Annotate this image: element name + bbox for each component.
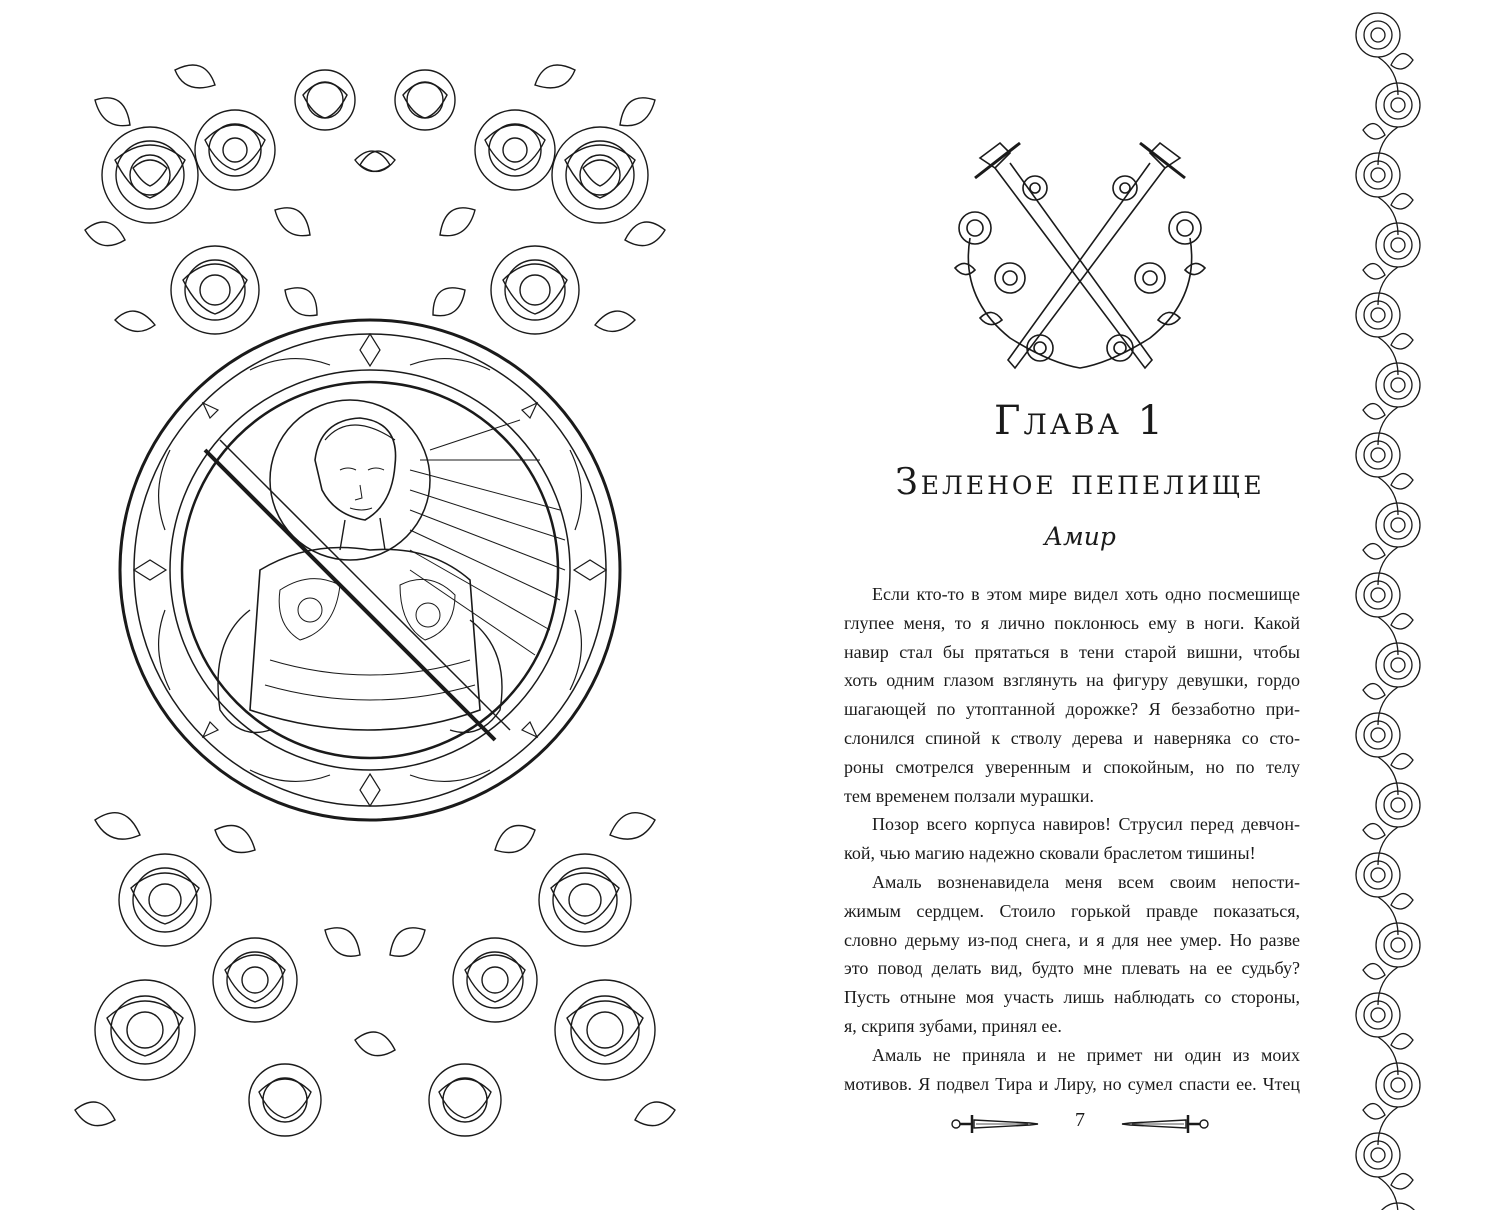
body-text-line: глупее меня, то я лично поклонюсь ему в ноги. Какой <box>844 612 1300 633</box>
chapter-title: Глава 1 <box>994 398 1166 444</box>
body-text-line: кой, чью магию надежно сковали браслетом тишины! <box>844 843 1256 864</box>
body-text-line: Позор всего корпуса навиров! Струсил перед девчон- <box>872 814 1300 835</box>
body-text-line: слонился спиной к стволу дерева и наверняка со сто- <box>844 727 1300 748</box>
warrior-medallion-illustration <box>110 310 630 830</box>
bottom-floral-ornament <box>55 780 695 1160</box>
body-text-line: Если кто-то в этом мире видел хоть одно посмешище <box>872 584 1300 604</box>
body-text-line: шагающей по утоптанной дорожке? Я беззаботно при- <box>844 699 1300 720</box>
body-text-line: мотивов. Я подвел Тира и Лиру, но сумел спасти ее. Чтец <box>844 1073 1300 1094</box>
page-number: 7 <box>1075 1109 1085 1131</box>
body-text-line: это повод делать вид, будто мне плевать на ее судьбу? <box>844 958 1300 979</box>
dagger-icon <box>1120 1113 1210 1139</box>
body-text-line: Пусть отныне моя участь лишь наблюдать со стороны, <box>844 987 1300 1008</box>
body-text-line: тем временем ползали мурашки. <box>844 785 1094 806</box>
body-text-line: словно дерьму из-под снега, и я для нее умер. Но разве <box>844 929 1300 950</box>
body-text-line: Амаль возненавидела меня всем своим непости- <box>872 871 1300 892</box>
body-text-line: я, скрипя зубами, принял ее. <box>844 1015 1062 1036</box>
body-text-line: хоть одним глазом взглянуть на фигуру девушки, гордо <box>844 670 1300 691</box>
chapter-body-text <box>844 580 1300 1098</box>
body-text-line: роны смотрелся уверенным и спокойным, но по телу <box>844 756 1300 777</box>
body-text-line: Амаль не приняла и не примет ни один из моих <box>872 1044 1300 1065</box>
chapter-narrator: Амир <box>1044 522 1116 551</box>
crossed-swords-roses-icon <box>940 138 1220 383</box>
body-text-line: жимым сердцем. Стоило горькой правде показаться, <box>844 900 1300 921</box>
body-text-line: навир стал бы прятаться в тени старой вишни, чтобы <box>844 641 1300 662</box>
floral-border-strip <box>1348 0 1428 1210</box>
dagger-icon <box>950 1113 1040 1139</box>
chapter-subtitle: Зеленое пепелище <box>895 462 1265 503</box>
